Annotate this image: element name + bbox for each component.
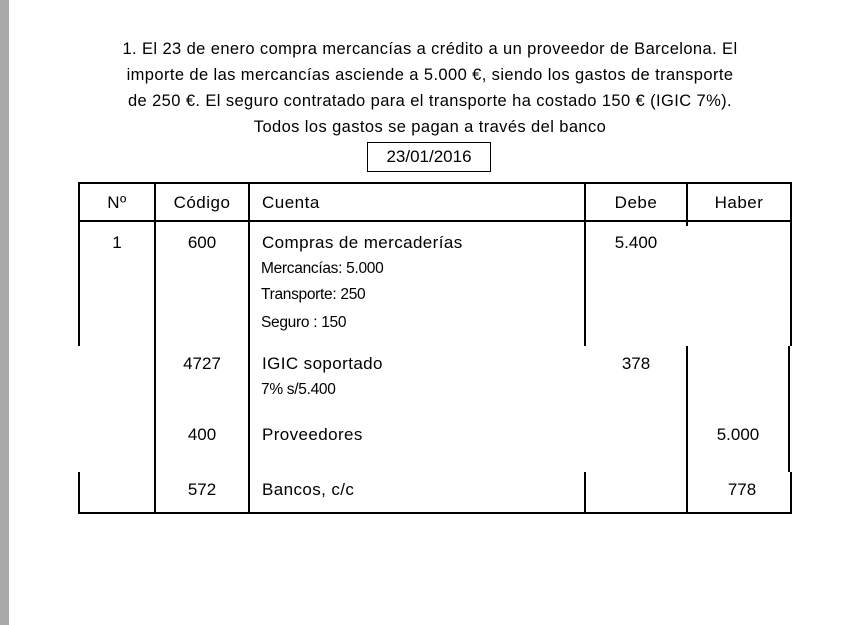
- statement-line: importe de las mercancías asciende a 5.000 €, siendo los gastos de transporte: [126, 66, 734, 84]
- header-credit: Haber: [714, 193, 764, 212]
- row-1-code: 600: [187, 233, 217, 252]
- table-bottom-border: [78, 512, 792, 514]
- table-right-border: [790, 226, 792, 346]
- row-2-detail: 7% s/5.400: [261, 381, 336, 398]
- table-right-border: [788, 346, 790, 472]
- journal-entry-table: [78, 182, 792, 514]
- row-1-detail: Transporte: 250: [261, 286, 366, 303]
- column-divider: [686, 472, 688, 514]
- row-3-code: 400: [187, 425, 217, 444]
- statement-line: de 250 €. El seguro contratado para el transporte ha costado 150 € (IGIC 7%).: [127, 92, 733, 110]
- entry-date: 23/01/2016: [367, 142, 491, 172]
- header-code: Código: [173, 193, 231, 212]
- row-4-account: Bancos, c/c: [262, 480, 355, 499]
- row-1-detail: Seguro : 150: [261, 314, 347, 331]
- exercise-statement: [40, 36, 820, 140]
- statement-line: Todos los gastos se pagan a través del banco: [253, 118, 607, 136]
- row-4-credit: 778: [727, 480, 757, 499]
- row-2-debit: 378: [621, 354, 651, 373]
- header-debit: Debe: [614, 193, 658, 212]
- table-left-border: [78, 472, 80, 514]
- row-1-account: Compras de mercaderías: [262, 233, 463, 252]
- header-num: Nº: [107, 193, 127, 212]
- column-divider: [154, 182, 156, 514]
- row-1-debit: 5.400: [614, 233, 658, 252]
- row-3-credit: 5.000: [716, 425, 760, 444]
- header-account: Cuenta: [262, 193, 320, 212]
- row-4-code: 572: [187, 480, 217, 499]
- row-2-account: IGIC soportado: [262, 354, 383, 373]
- column-divider: [584, 472, 586, 514]
- row-1-num: 1: [112, 233, 122, 252]
- statement-line: 1. El 23 de enero compra mercancías a crédito a un proveedor de Barcelona. El: [122, 40, 738, 58]
- row-2-code: 4727: [183, 354, 221, 373]
- table-top-border: [78, 182, 792, 184]
- table-right-border: [790, 182, 792, 226]
- header-bottom-border: [78, 220, 792, 222]
- column-divider: [686, 346, 688, 472]
- column-divider: [248, 182, 250, 514]
- row-1-detail: Mercancías: 5.000: [261, 260, 384, 277]
- row-3-account: Proveedores: [262, 425, 363, 444]
- left-margin-bar: [0, 0, 9, 625]
